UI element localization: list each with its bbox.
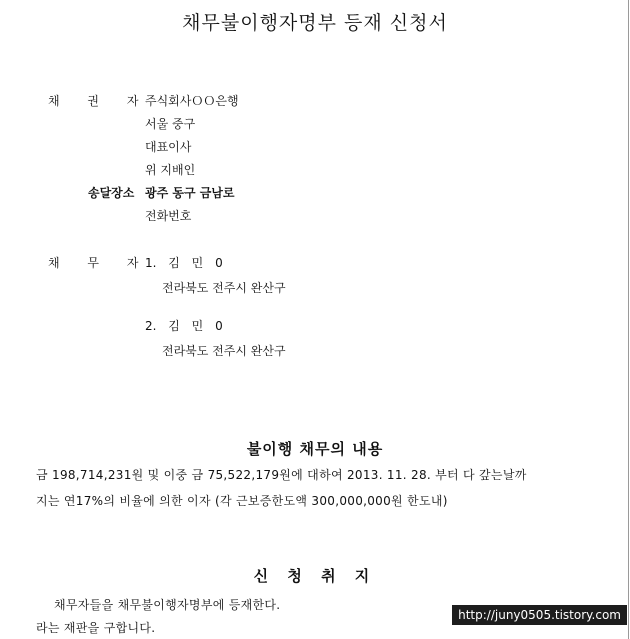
creditor-rep-title: 대표이사 — [145, 140, 192, 154]
creditor-address: 서울 중구 — [145, 117, 196, 131]
debtor-1-address: 전라북도 전주시 완산구 — [162, 281, 286, 295]
petition-line-2: 라는 재판을 구합니다. — [36, 621, 156, 635]
document-title: 채무불이행자명부 등재 신청서 — [182, 12, 448, 34]
service-place-label: 송달장소 — [88, 186, 135, 200]
debt-line-2: 지는 연17%의 비율에 의한 이자 (각 근보증한도액 300,000,000원 한도내) — [36, 494, 448, 508]
petition-section-heading: 신 청 취 지 — [253, 567, 377, 585]
petition-line-1: 채무자들을 채무불이행자명부에 등재한다. — [54, 598, 281, 612]
debtor-2-name: 2. 김 민 0 — [145, 319, 223, 333]
debtor-2-address: 전라북도 전주시 완산구 — [162, 344, 286, 358]
creditor-rep-name: 위 지배인 — [145, 163, 196, 177]
creditor-name: 주식회사ＯＯ은행 — [145, 94, 239, 108]
creditor-label: 채 권 자 — [48, 94, 151, 108]
service-place-address: 광주 동구 금남로 — [145, 186, 235, 200]
watermark-url: http://juny0505.tistory.com — [452, 605, 627, 625]
debtor-label: 채 무 자 — [48, 256, 151, 270]
debt-line-1: 금 198,714,231원 및 이중 금 75,522,179원에 대하여 2013. 11. 28. 부터 다 갚는날까 — [36, 468, 527, 482]
page-right-border — [628, 0, 629, 639]
debt-section-heading: 불이행 채무의 내용 — [246, 440, 384, 458]
phone-label: 전화번호 — [145, 209, 192, 223]
debtor-1-name: 1. 김 민 0 — [145, 256, 223, 270]
